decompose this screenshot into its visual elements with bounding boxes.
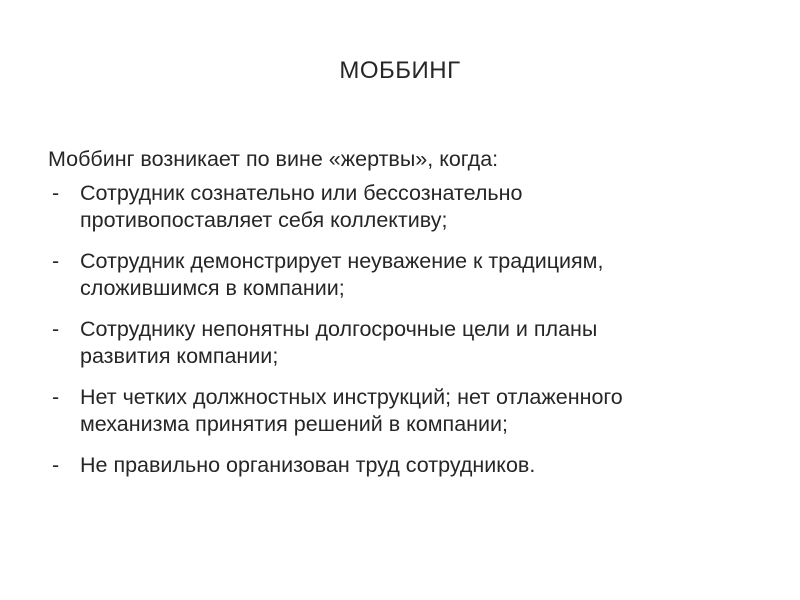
bullet-line: сложившимся в компании; <box>80 276 345 300</box>
bullet-line: Сотрудник демонстрирует неуважение к традициям, <box>80 248 604 273</box>
bullet-item <box>40 452 760 480</box>
bullet-item <box>40 248 760 303</box>
bullet-text <box>80 248 760 303</box>
slide-title: МОББИНГ <box>339 57 461 84</box>
bullet-item <box>40 384 760 439</box>
slide-body <box>40 146 760 479</box>
bullet-line: Сотрудник сознательно или бессознательно <box>80 180 523 205</box>
bullet-item <box>40 180 760 235</box>
bullet-dash: - <box>52 452 60 477</box>
bullet-dash: - <box>52 180 60 205</box>
bullet-line: Не правильно организован труд сотрудников. <box>80 452 536 477</box>
bullet-text <box>80 452 760 480</box>
bullet-item <box>40 316 760 371</box>
bullet-line: противопоставляет себя коллективу; <box>80 208 448 232</box>
bullet-line: Нет четких должностных инструкций; нет отлаженного <box>80 384 623 409</box>
bullet-line: Сотруднику непонятны долгосрочные цели и планы <box>80 316 598 341</box>
bullet-text <box>80 316 760 371</box>
bullet-dash: - <box>52 248 60 273</box>
bullet-text <box>80 384 760 439</box>
intro-text: Моббинг возникает по вине «жертвы», когда: <box>48 147 499 171</box>
bullet-line: механизма принятия решений в компании; <box>80 412 509 436</box>
bullet-line: развития компании; <box>80 344 279 368</box>
bullet-text <box>80 180 760 235</box>
bullet-dash: - <box>52 384 60 409</box>
bullet-list <box>40 180 760 480</box>
bullet-dash: - <box>52 316 60 341</box>
